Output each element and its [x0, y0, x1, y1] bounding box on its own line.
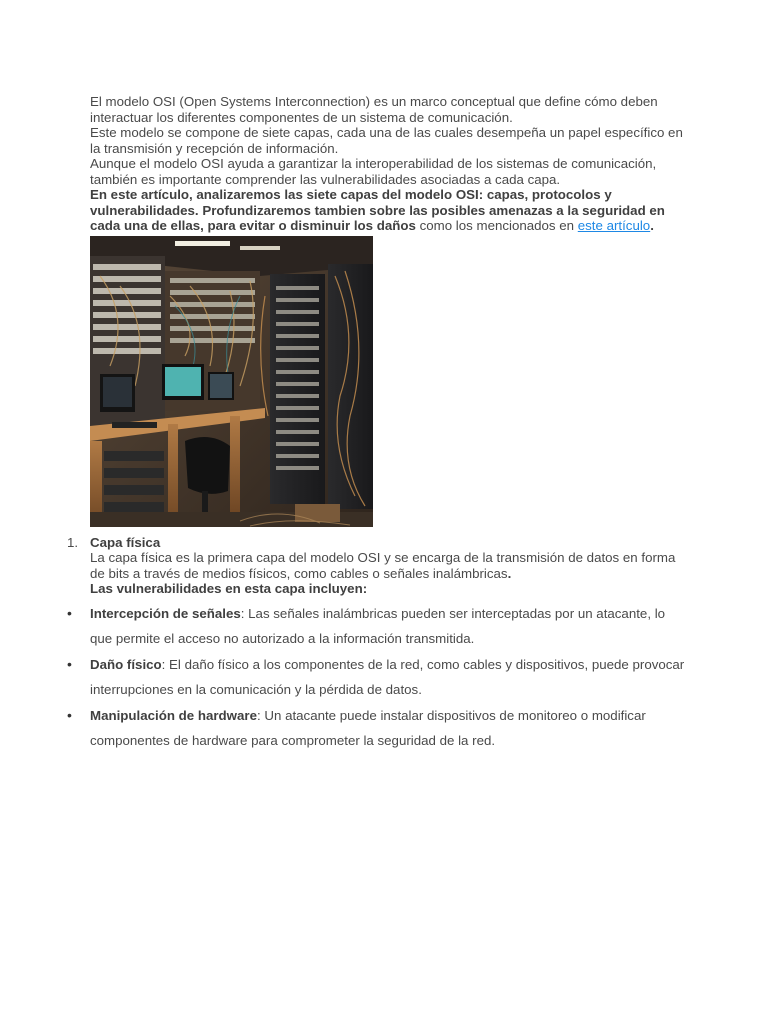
description-period: . — [507, 565, 512, 581]
bullet-icon: • — [67, 604, 72, 621]
intro-period: . — [650, 218, 654, 233]
list-number: 1. — [67, 534, 79, 550]
server-room-photo — [90, 236, 373, 527]
description-text: La capa física es la primera capa del modelo OSI y se encarga de la transmisión de datos en forma de bits a través de medios físicos, como cables o señales inalámbricas — [90, 550, 676, 581]
article-link[interactable]: este artículo — [577, 218, 651, 233]
bullet-text: : El daño físico a los componentes de la red, como cables y dispositivos, puede provocar interrupciones en la comunicación y la pérdida de datos. — [90, 656, 685, 697]
section-capa-fisica — [67, 534, 690, 597]
intro-paragraph-1: El modelo OSI (Open Systems Interconnection) es un marco conceptual que define cómo deben interactuar los diferentes componentes de un sistema de comunicación. — [90, 94, 658, 125]
intro-paragraph-3: Aunque el modelo OSI ayuda a garantizar la interoperabilidad de los sistemas de comunicación, también es importante comprender las vulnerabilidades asociadas a cada capa. — [90, 156, 657, 187]
bullet-icon: • — [67, 655, 72, 672]
vulnerabilities-heading: Las vulnerabilidades en esta capa incluyen: — [90, 581, 368, 596]
vulnerabilities-list — [67, 601, 690, 754]
bullet-term: Intercepción de señales — [90, 605, 241, 621]
section-title: Capa física — [90, 534, 161, 550]
list-item — [67, 703, 690, 754]
list-item — [67, 601, 690, 652]
intro-paragraph-2: Este modelo se compone de siete capas, cada una de las cuales desempeña un papel específico en la transmisión y recepción de información. — [90, 125, 683, 156]
list-item — [67, 652, 690, 703]
section-description — [90, 550, 690, 581]
intro-text: como los mencionados en — [415, 218, 578, 233]
intro-bold-text: En este artículo, analizaremos las siete capas del modelo OSI: capas, protocolos y vulnerabilidades. Profundizaremos tambien sobre las posibles amenazas a la seguridad en cada una de ellas, para evitar o disminuir los daños — [90, 187, 665, 233]
bullet-icon: • — [67, 706, 72, 723]
bullet-term: Manipulación de hardware — [90, 707, 257, 723]
document-body — [67, 94, 690, 754]
server-room-illustration — [90, 236, 373, 527]
intro-paragraph-4 — [90, 187, 690, 234]
bullet-text: : Las señales inalámbricas pueden ser interceptadas por un atacante, lo que permite el acceso no autorizado a la información transmitida. — [90, 605, 666, 646]
bullet-text: : Un atacante puede instalar dispositivos de monitoreo o modificar componentes de hardware para comprometer la seguridad de la red. — [90, 707, 646, 748]
bullet-term: Daño físico — [90, 656, 162, 672]
